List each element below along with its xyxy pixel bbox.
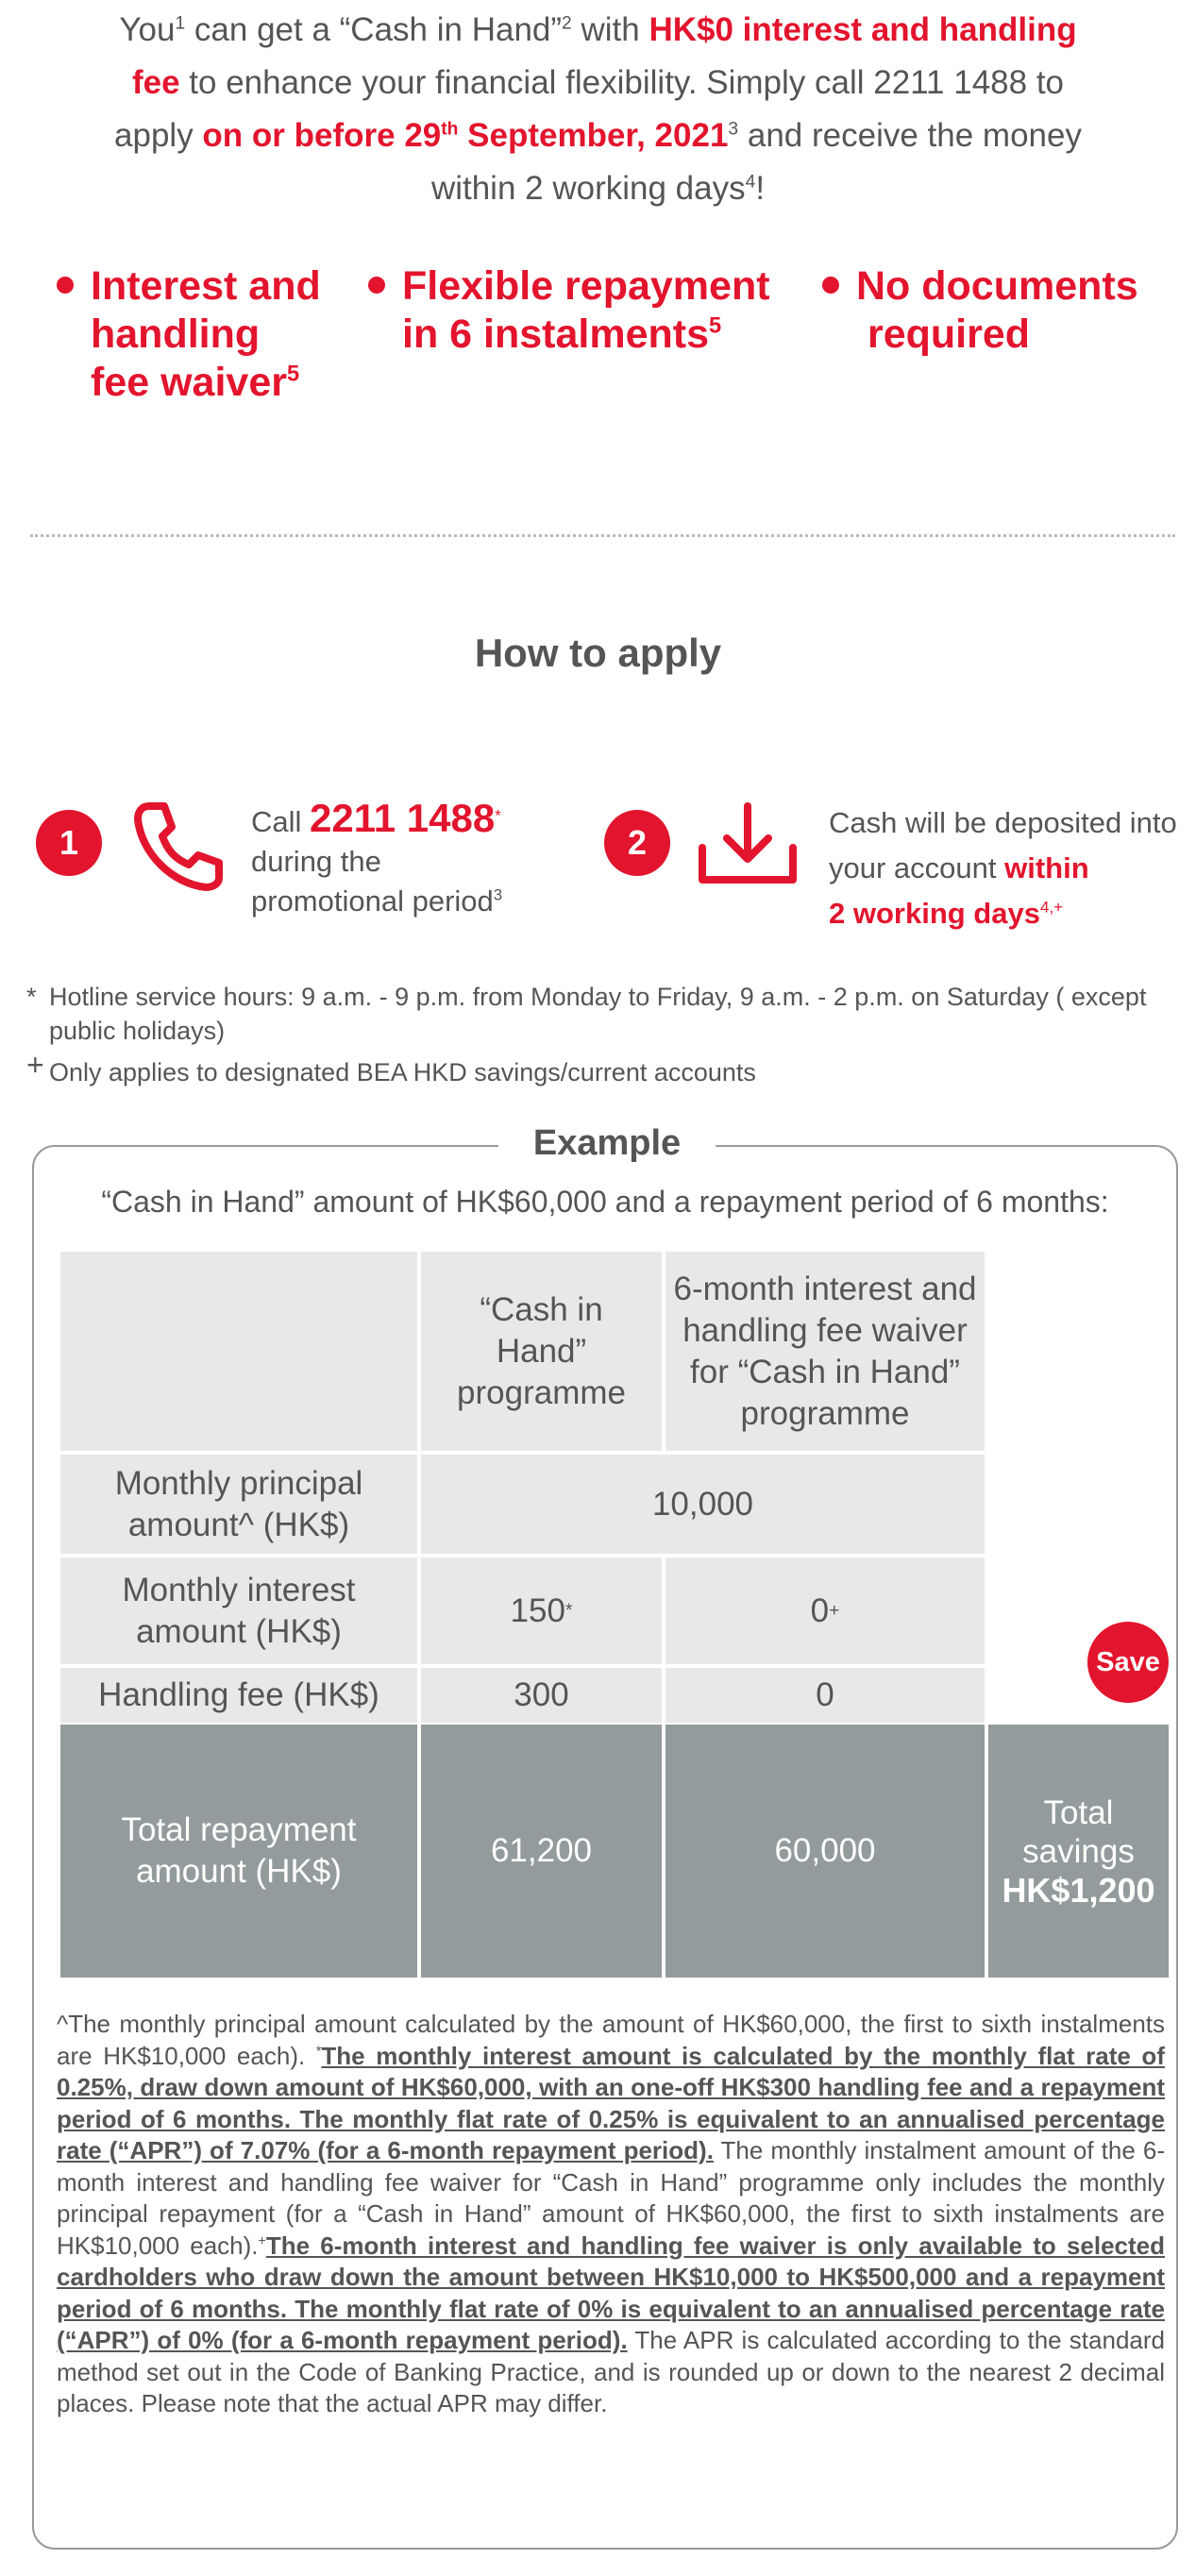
footnote-ref: + [258, 2232, 266, 2248]
intro-text: with [571, 11, 649, 48]
save-badge: Save [1087, 1622, 1169, 1703]
table-cell: 300 [419, 1666, 662, 1723]
example-subtitle: “Cash in Hand” amount of HK$60,000 and a repayment period of 6 months: [101, 1185, 1109, 1219]
savings-label: Total [1043, 1793, 1114, 1831]
table-cell: 150 * [419, 1556, 662, 1664]
bullet-dot [822, 277, 839, 294]
intro-text: You [119, 11, 176, 48]
step-2-line [829, 891, 1188, 936]
footnote-ref: 5 [708, 313, 722, 339]
hotline-number[interactable]: 2211 1488 [310, 796, 496, 840]
row-label-text: Monthly principal amount^ (HK$) [114, 1464, 363, 1543]
cell-value: 150 [510, 1591, 565, 1629]
row-label: Handling fee (HK$) [60, 1666, 417, 1723]
footnote-ref: 3 [493, 885, 503, 904]
footnote-ref: * [315, 2043, 322, 2059]
footnote-ref: 4 [745, 172, 756, 193]
footnote-text: ^The monthly principal amount calculated by the amount of HK$60,000, the first to sixth instalments are HK$10,000 each). [57, 2010, 1165, 2070]
step-1-text-part: promotional period [251, 884, 494, 918]
deadline-text: September, 2021 [458, 117, 729, 154]
phone-icon [130, 799, 225, 898]
benefit-line: required [868, 311, 1031, 357]
note-mark: + [26, 1048, 44, 1082]
ordinal-suffix: th [441, 119, 459, 140]
table-cell: 0 + [664, 1556, 985, 1664]
benefit-item [856, 262, 1138, 359]
download-icon [695, 799, 800, 898]
note-text: Only applies to designated BEA HKD savings/current accounts [49, 1058, 756, 1086]
intro-deadline [202, 117, 728, 154]
footnote-text: The monthly instalment amount of the 6-month interest and handling fee waiver for “Cash in Hand” programme only includes the monthly principal repayment (for a “Cash in Hand” amount of HK$60,000, the first to sixth instalments are HK$10,000 each). [57, 2136, 1165, 2260]
benefit-line: No documents [856, 263, 1138, 309]
intro-text: ! [755, 170, 766, 207]
benefit-line: Interest and [91, 263, 321, 309]
total-value: 60,000 [664, 1725, 985, 1978]
example-title: Example [498, 1123, 716, 1164]
row-label [60, 1556, 417, 1664]
benefit-line [91, 359, 321, 407]
step-2-number: 2 [604, 810, 670, 876]
footnote-text: The APR is calculated according to the standard method set out in the Code of Banking Practice, and is rounded up or down to the nearest 2 decimal places. Please note that the actual APR may differ. [57, 2326, 1165, 2417]
merged-cell: 10,000 [419, 1453, 985, 1554]
step-2-text-part: your account [829, 851, 1005, 884]
benefit-line: handling [91, 311, 261, 357]
table-header [419, 1252, 662, 1451]
row-label [60, 1453, 417, 1554]
section-divider [30, 534, 1175, 537]
intro-text: to enhance your financial flexibility. Simply call 2211 1488 to apply [114, 64, 1065, 154]
intro-highlight: HK$0 interest and handling fee [131, 11, 1077, 101]
footnote-emphasis: The monthly interest amount is calculated by the monthly flat rate of 0.25%, draw down amount of HK$60,000, with an one-off HK$300 handling fee and a repayment period of 6 months. The monthly flat rate of 0.25% is equivalent to an annualised percentage rate (“APR”) of 7.07% (for a 6-month repayment period). [57, 2041, 1165, 2164]
benefit-text: fee waiver [91, 360, 287, 405]
note-text: Hotline service hours: 9 a.m. - 9 p.m. from Monday to Friday, 9 a.m. - 2 p.m. on Saturday ( except public holidays) [49, 983, 1147, 1045]
step-1-line: during the [251, 845, 381, 878]
bullet-dot [57, 277, 74, 294]
intro-text: and receive the money within 2 working days [430, 117, 1082, 207]
intro-text: can get a “Cash in Hand” [185, 11, 563, 48]
note-mark: * [26, 983, 37, 1011]
step-1-number: 1 [36, 810, 102, 876]
table-header [664, 1252, 985, 1451]
benefit-item [91, 262, 321, 407]
benefit-line [402, 311, 770, 359]
step-2-highlight: within [1004, 851, 1089, 884]
step-1-line [251, 796, 563, 842]
step-2-highlight: 2 working days [829, 897, 1040, 930]
step-1-text [251, 796, 563, 921]
footnote-ref: 3 [728, 119, 739, 140]
bullet-dot [368, 277, 385, 294]
footnote-paragraph [57, 2009, 1165, 2420]
step-2-text [829, 800, 1188, 936]
step-2-line: Cash will be deposited into [829, 806, 1177, 839]
note-item [26, 980, 1178, 1048]
table-header-empty [60, 1252, 417, 1451]
savings-amount: HK$1,200 [1002, 1870, 1155, 1910]
benefit-item [402, 262, 770, 359]
intro-paragraph [113, 4, 1083, 215]
cell-value: 0 [810, 1591, 830, 1629]
call-label: Call [251, 805, 311, 838]
benefit-line: Flexible repayment [402, 263, 770, 309]
savings-label: savings [1022, 1832, 1135, 1870]
total-value: 61,200 [419, 1725, 662, 1978]
total-label [60, 1725, 417, 1978]
footnote-emphasis: The 6-month interest and handling fee waiver is only available to selected cardholders who draw down the amount between HK$10,000 to HK$500,000 and a repayment period of 6 months. The monthly flat rate of 0% is equivalent to an annualised percentage rate (“APR”) of 0% (for a 6-month repayment period). [57, 2231, 1165, 2354]
footnote-ref: 5 [286, 362, 300, 387]
step-1-line [251, 882, 563, 921]
header-text: 6-month interest and handling fee waiver for “Cash in Hand” programme [673, 1270, 977, 1432]
total-savings [986, 1725, 1169, 1978]
note-item [26, 1048, 1178, 1089]
row-label-text: Monthly interest amount (HK$) [122, 1571, 356, 1650]
notes-list [26, 980, 1178, 1091]
total-label-text: Total repayment amount (HK$) [121, 1811, 357, 1890]
benefit-text: in 6 instalments [402, 311, 709, 357]
footnote-ref: * [495, 806, 501, 825]
deadline-text: on or before 29 [202, 117, 442, 154]
table-cell: 0 [664, 1666, 985, 1723]
how-to-apply-title: How to apply [474, 631, 722, 675]
footnote-ref: 1 [175, 13, 186, 34]
header-text: “Cash in Hand” programme [457, 1290, 626, 1411]
footnote-ref: 4,+ [1039, 898, 1064, 917]
step-2-line [829, 846, 1188, 891]
footnote-ref: 2 [562, 13, 572, 34]
